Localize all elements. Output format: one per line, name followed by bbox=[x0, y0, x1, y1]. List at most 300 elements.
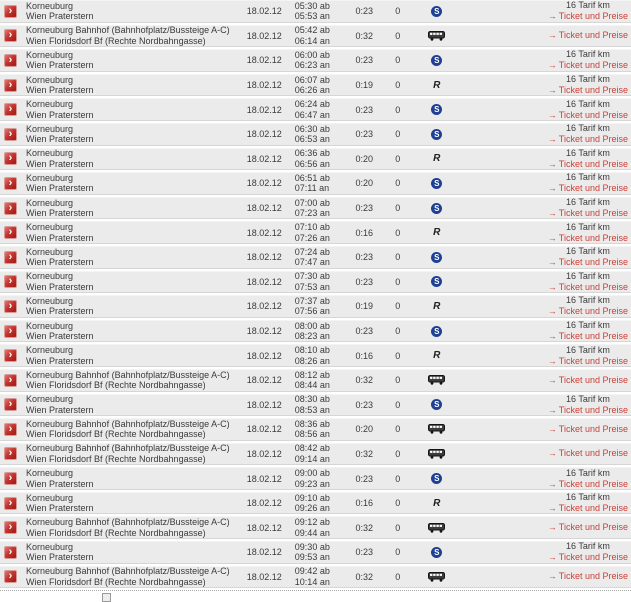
ticket-price-link[interactable] bbox=[548, 552, 628, 563]
ticket-price-link-label: Ticket und Preise bbox=[558, 208, 628, 219]
right-arrow-icon: → bbox=[547, 423, 557, 434]
travel-date: 18.02.12 bbox=[246, 571, 282, 582]
arrival-time: 06:56 an bbox=[294, 158, 330, 169]
ticket-price-link-label: Ticket und Preise bbox=[558, 30, 628, 41]
to-station: Wien Floridsdorf Bf (Rechte Nordbahngasse) bbox=[26, 35, 206, 46]
tarif-distance: 16 Tarif km bbox=[565, 541, 610, 552]
to-station: Wien Praterstern bbox=[26, 355, 94, 366]
times-cell bbox=[287, 443, 347, 464]
list-end-divider bbox=[0, 590, 631, 591]
to-station: Wien Praterstern bbox=[26, 281, 94, 292]
chevron-right-icon: › bbox=[8, 349, 13, 362]
duration: 0:19 bbox=[355, 301, 374, 312]
ticket-price-link[interactable] bbox=[548, 405, 628, 416]
right-arrow-icon: → bbox=[547, 552, 557, 563]
chevron-right-icon: › bbox=[8, 570, 13, 583]
connection-details-button[interactable] bbox=[4, 447, 17, 460]
chevron-right-icon: › bbox=[8, 53, 13, 66]
departure-time: 08:00 ab bbox=[294, 320, 330, 331]
connection-row bbox=[0, 344, 631, 367]
chevron-right-icon: › bbox=[8, 29, 13, 42]
times-cell bbox=[287, 1, 347, 22]
sbahn-icon: S bbox=[431, 6, 442, 17]
arrival-time: 08:26 an bbox=[294, 355, 330, 366]
tarif-distance: 16 Tarif km bbox=[565, 74, 610, 85]
ticket-price-link-label: Ticket und Preise bbox=[558, 60, 628, 71]
changes-count: 0 bbox=[395, 399, 401, 410]
duration: 0:23 bbox=[355, 276, 374, 287]
changes-count: 0 bbox=[395, 6, 401, 17]
transport-mode-cell bbox=[414, 350, 460, 361]
to-station: Wien Praterstern bbox=[26, 503, 94, 514]
departure-time: 06:30 ab bbox=[294, 123, 330, 134]
changes-count: 0 bbox=[395, 80, 401, 91]
tarif-distance: 16 Tarif km bbox=[565, 320, 610, 331]
connection-row bbox=[0, 123, 631, 146]
times-cell bbox=[287, 247, 347, 268]
to-station: Wien Praterstern bbox=[26, 134, 94, 145]
from-station: Korneuburg Bahnhof (Bahnhofplatz/Bussteige A-C) bbox=[26, 443, 230, 454]
transport-mode-cell bbox=[414, 449, 460, 459]
arrival-time: 07:53 an bbox=[294, 281, 330, 292]
departure-time: 08:42 ab bbox=[294, 443, 330, 454]
connection-details-button[interactable] bbox=[4, 54, 17, 67]
ticket-price-link[interactable] bbox=[548, 356, 628, 367]
connection-row bbox=[0, 74, 631, 97]
connection-details-button[interactable] bbox=[4, 79, 17, 92]
departure-time: 09:30 ab bbox=[294, 541, 330, 552]
from-station: Korneuburg bbox=[26, 345, 74, 356]
times-cell bbox=[287, 542, 347, 563]
to-station: Wien Praterstern bbox=[26, 404, 94, 415]
chevron-right-icon: › bbox=[8, 373, 13, 386]
chevron-right-icon: › bbox=[8, 324, 13, 337]
tarif-distance: 16 Tarif km bbox=[565, 221, 610, 232]
ticket-price-link-label: Ticket und Preise bbox=[558, 134, 628, 145]
from-station: Korneuburg bbox=[26, 541, 74, 552]
travel-date: 18.02.12 bbox=[246, 104, 282, 115]
times-cell bbox=[287, 124, 347, 145]
ticket-price-link[interactable] bbox=[548, 30, 628, 41]
tarif-distance: 16 Tarif km bbox=[565, 147, 610, 158]
connection-details-button[interactable] bbox=[4, 497, 17, 510]
departure-time: 09:42 ab bbox=[294, 566, 330, 577]
departure-time: 07:00 ab bbox=[294, 197, 330, 208]
ticket-price-link[interactable] bbox=[548, 11, 628, 22]
from-station: Korneuburg bbox=[26, 123, 74, 134]
transport-mode-cell bbox=[414, 252, 460, 263]
arrival-time: 07:11 an bbox=[294, 183, 330, 194]
connection-row bbox=[0, 369, 631, 392]
connection-details-button[interactable] bbox=[4, 103, 17, 116]
changes-count: 0 bbox=[395, 301, 401, 312]
arrival-time: 09:26 an bbox=[294, 503, 330, 514]
changes-count: 0 bbox=[395, 375, 401, 386]
travel-date: 18.02.12 bbox=[246, 55, 282, 66]
transport-mode-cell bbox=[414, 375, 460, 385]
to-station: Wien Praterstern bbox=[26, 85, 94, 96]
to-station: Wien Praterstern bbox=[26, 60, 94, 71]
tarif-distance: 16 Tarif km bbox=[565, 492, 610, 503]
chevron-right-icon: › bbox=[8, 127, 13, 140]
chevron-right-icon: › bbox=[8, 78, 13, 91]
transport-mode-cell bbox=[414, 547, 460, 558]
times-cell bbox=[287, 99, 347, 120]
transport-mode-cell bbox=[414, 399, 460, 410]
from-station: Korneuburg bbox=[26, 148, 74, 159]
changes-count: 0 bbox=[395, 424, 401, 435]
times-cell bbox=[287, 345, 347, 366]
times-cell bbox=[287, 493, 347, 514]
ticket-price-link[interactable] bbox=[548, 448, 628, 459]
cropped-element-fragment bbox=[102, 593, 111, 602]
connection-details-button[interactable] bbox=[4, 5, 17, 18]
connection-row bbox=[0, 221, 631, 244]
arrival-time: 07:47 an bbox=[294, 257, 330, 268]
from-station: Korneuburg bbox=[26, 492, 74, 503]
tarif-distance: 16 Tarif km bbox=[565, 295, 610, 306]
to-station: Wien Praterstern bbox=[26, 183, 94, 194]
stations-cell bbox=[26, 271, 232, 292]
ticket-price-link-label: Ticket und Preise bbox=[558, 11, 628, 22]
ticket-price-link[interactable] bbox=[548, 571, 628, 582]
from-station: Korneuburg bbox=[26, 271, 74, 282]
to-station: Wien Praterstern bbox=[26, 552, 94, 563]
tarif-distance: 16 Tarif km bbox=[565, 98, 610, 109]
stations-cell bbox=[26, 148, 232, 169]
ticket-price-link[interactable] bbox=[548, 306, 628, 317]
stations-cell bbox=[26, 345, 232, 366]
sbahn-icon: S bbox=[431, 276, 442, 287]
connection-row bbox=[0, 197, 631, 220]
connection-details-button[interactable] bbox=[4, 521, 17, 534]
arrival-time: 06:47 an bbox=[294, 109, 330, 120]
times-cell bbox=[287, 394, 347, 415]
ticket-price-link[interactable] bbox=[548, 183, 628, 194]
departure-time: 09:10 ab bbox=[294, 492, 330, 503]
sbahn-icon: S bbox=[431, 104, 442, 115]
connection-details-button[interactable] bbox=[4, 325, 17, 338]
connection-row bbox=[0, 98, 631, 121]
connection-details-button[interactable] bbox=[4, 472, 17, 485]
travel-date: 18.02.12 bbox=[246, 375, 282, 386]
ticket-price-link[interactable] bbox=[548, 375, 628, 386]
travel-date: 18.02.12 bbox=[246, 276, 282, 287]
to-station: Wien Floridsdorf Bf (Rechte Nordbahngasse) bbox=[26, 453, 206, 464]
times-cell bbox=[287, 75, 347, 96]
arrival-time: 09:23 an bbox=[294, 478, 330, 489]
stations-cell bbox=[26, 517, 232, 538]
times-cell bbox=[287, 566, 347, 587]
ticket-price-link[interactable] bbox=[548, 208, 628, 219]
times-cell bbox=[287, 370, 347, 391]
connection-details-button[interactable] bbox=[4, 128, 17, 141]
tarif-distance: 16 Tarif km bbox=[565, 246, 610, 257]
duration: 0:20 bbox=[355, 424, 374, 435]
connection-row bbox=[0, 172, 631, 195]
arrival-time: 06:26 an bbox=[294, 85, 330, 96]
stations-cell bbox=[26, 370, 232, 391]
duration: 0:23 bbox=[355, 252, 374, 263]
times-cell bbox=[287, 173, 347, 194]
connection-details-button[interactable] bbox=[4, 29, 17, 42]
travel-date: 18.02.12 bbox=[246, 547, 282, 558]
connection-row bbox=[0, 541, 631, 564]
duration: 0:23 bbox=[355, 473, 374, 484]
right-arrow-icon: → bbox=[547, 374, 557, 385]
connection-row bbox=[0, 443, 631, 466]
duration: 0:23 bbox=[355, 6, 374, 17]
right-arrow-icon: → bbox=[547, 11, 557, 22]
travel-date: 18.02.12 bbox=[246, 153, 282, 164]
transport-mode-cell bbox=[414, 523, 460, 533]
duration: 0:32 bbox=[355, 571, 374, 582]
transport-mode-cell bbox=[414, 473, 460, 484]
duration: 0:16 bbox=[355, 227, 374, 238]
duration: 0:23 bbox=[355, 129, 374, 140]
right-arrow-icon: → bbox=[547, 478, 557, 489]
from-station: Korneuburg bbox=[26, 320, 74, 331]
ticket-price-link-label: Ticket und Preise bbox=[558, 374, 628, 385]
changes-count: 0 bbox=[395, 571, 401, 582]
changes-count: 0 bbox=[395, 203, 401, 214]
travel-date: 18.02.12 bbox=[246, 498, 282, 509]
chevron-right-icon: › bbox=[8, 521, 13, 534]
sbahn-icon: S bbox=[431, 203, 442, 214]
departure-time: 07:24 ab bbox=[294, 246, 330, 257]
connection-details-button[interactable] bbox=[4, 251, 17, 264]
times-cell bbox=[287, 419, 347, 440]
arrival-time: 09:14 an bbox=[294, 453, 330, 464]
connection-row bbox=[0, 25, 631, 48]
connection-details-button[interactable] bbox=[4, 275, 17, 288]
ticket-price-link[interactable] bbox=[548, 134, 628, 145]
transport-mode-cell bbox=[414, 129, 460, 140]
sbahn-icon: S bbox=[431, 55, 442, 66]
right-arrow-icon: → bbox=[547, 208, 557, 219]
travel-date: 18.02.12 bbox=[246, 30, 282, 41]
duration: 0:23 bbox=[355, 547, 374, 558]
times-cell bbox=[287, 296, 347, 317]
times-cell bbox=[287, 321, 347, 342]
ticket-price-link[interactable] bbox=[548, 424, 628, 435]
connection-details-button[interactable] bbox=[4, 374, 17, 387]
changes-count: 0 bbox=[395, 276, 401, 287]
tarif-distance: 16 Tarif km bbox=[565, 49, 610, 60]
transport-mode-cell bbox=[414, 301, 460, 312]
arrival-time: 08:23 an bbox=[294, 331, 330, 342]
stations-cell bbox=[26, 443, 232, 464]
stations-cell bbox=[26, 222, 232, 243]
connection-details-button[interactable] bbox=[4, 202, 17, 215]
connection-details-button[interactable] bbox=[4, 152, 17, 165]
departure-time: 06:24 ab bbox=[294, 99, 330, 110]
arrival-time: 10:14 an bbox=[294, 576, 330, 587]
from-station: Korneuburg bbox=[26, 99, 74, 110]
connection-details-button[interactable] bbox=[4, 300, 17, 313]
departure-time: 06:00 ab bbox=[294, 49, 330, 60]
travel-date: 18.02.12 bbox=[246, 252, 282, 263]
departure-time: 06:51 ab bbox=[294, 172, 330, 183]
travel-date: 18.02.12 bbox=[246, 399, 282, 410]
ticket-price-link[interactable] bbox=[548, 85, 628, 96]
connection-details-button[interactable] bbox=[4, 226, 17, 239]
times-cell bbox=[287, 517, 347, 538]
departure-time: 07:10 ab bbox=[294, 222, 330, 233]
connection-details-button[interactable] bbox=[4, 570, 17, 583]
arrival-time: 06:14 an bbox=[294, 35, 330, 46]
departure-time: 08:12 ab bbox=[294, 369, 330, 380]
to-station: Wien Praterstern bbox=[26, 478, 94, 489]
regional-train-icon: R bbox=[433, 350, 441, 362]
travel-date: 18.02.12 bbox=[246, 424, 282, 435]
duration: 0:16 bbox=[355, 350, 374, 361]
tarif-distance: 16 Tarif km bbox=[565, 172, 610, 183]
ticket-price-link-label: Ticket und Preise bbox=[558, 423, 628, 434]
stations-cell bbox=[26, 419, 232, 440]
connection-details-button[interactable] bbox=[4, 546, 17, 559]
transport-mode-cell bbox=[414, 55, 460, 66]
ticket-price-link[interactable] bbox=[548, 503, 628, 514]
duration: 0:20 bbox=[355, 178, 374, 189]
sbahn-icon: S bbox=[431, 178, 442, 189]
changes-count: 0 bbox=[395, 104, 401, 115]
right-arrow-icon: → bbox=[547, 503, 557, 514]
connection-details-button[interactable] bbox=[4, 349, 17, 362]
from-station: Korneuburg Bahnhof (Bahnhofplatz/Bussteige A-C) bbox=[26, 517, 230, 528]
chevron-right-icon: › bbox=[8, 447, 13, 460]
arrival-time: 05:53 an bbox=[294, 11, 330, 22]
departure-time: 07:30 ab bbox=[294, 271, 330, 282]
to-station: Wien Praterstern bbox=[26, 208, 94, 219]
from-station: Korneuburg Bahnhof (Bahnhofplatz/Bussteige A-C) bbox=[26, 369, 230, 380]
travel-date: 18.02.12 bbox=[246, 6, 282, 17]
changes-count: 0 bbox=[395, 227, 401, 238]
arrival-time: 07:26 an bbox=[294, 232, 330, 243]
travel-date: 18.02.12 bbox=[246, 448, 282, 459]
departure-time: 08:36 ab bbox=[294, 418, 330, 429]
connection-details-button[interactable] bbox=[4, 423, 17, 436]
connection-row bbox=[0, 394, 631, 417]
right-arrow-icon: → bbox=[547, 257, 557, 268]
changes-count: 0 bbox=[395, 498, 401, 509]
chevron-right-icon: › bbox=[8, 250, 13, 263]
connection-row bbox=[0, 516, 631, 539]
stations-cell bbox=[26, 25, 232, 46]
to-station: Wien Praterstern bbox=[26, 306, 94, 317]
changes-count: 0 bbox=[395, 473, 401, 484]
ticket-price-link-label: Ticket und Preise bbox=[558, 158, 628, 169]
bus-icon bbox=[428, 572, 445, 582]
ticket-price-link[interactable] bbox=[548, 257, 628, 268]
from-station: Korneuburg Bahnhof (Bahnhofplatz/Bussteige A-C) bbox=[26, 418, 230, 429]
ticket-price-link[interactable] bbox=[548, 331, 628, 342]
right-arrow-icon: → bbox=[547, 522, 557, 533]
from-station: Korneuburg Bahnhof (Bahnhofplatz/Bussteige A-C) bbox=[26, 566, 230, 577]
from-station: Korneuburg bbox=[26, 295, 74, 306]
connection-row bbox=[0, 0, 631, 23]
duration: 0:23 bbox=[355, 55, 374, 66]
stations-cell bbox=[26, 75, 232, 96]
chevron-right-icon: › bbox=[8, 545, 13, 558]
from-station: Korneuburg bbox=[26, 246, 74, 257]
changes-count: 0 bbox=[395, 252, 401, 263]
right-arrow-icon: → bbox=[547, 158, 557, 169]
duration: 0:32 bbox=[355, 375, 374, 386]
travel-date: 18.02.12 bbox=[246, 178, 282, 189]
regional-train-icon: R bbox=[433, 227, 441, 239]
ticket-price-link[interactable] bbox=[548, 60, 628, 71]
stations-cell bbox=[26, 493, 232, 514]
travel-date: 18.02.12 bbox=[246, 522, 282, 533]
connection-row bbox=[0, 246, 631, 269]
tarif-distance: 16 Tarif km bbox=[565, 467, 610, 478]
right-arrow-icon: → bbox=[547, 232, 557, 243]
travel-date: 18.02.12 bbox=[246, 80, 282, 91]
ticket-price-link-label: Ticket und Preise bbox=[558, 552, 628, 563]
ticket-price-link-label: Ticket und Preise bbox=[558, 571, 628, 582]
ticket-price-link[interactable] bbox=[548, 110, 628, 121]
from-station: Korneuburg bbox=[26, 74, 74, 85]
right-arrow-icon: → bbox=[547, 281, 557, 292]
stations-cell bbox=[26, 321, 232, 342]
to-station: Wien Floridsdorf Bf (Rechte Nordbahngasse) bbox=[26, 576, 206, 587]
departure-time: 08:30 ab bbox=[294, 394, 330, 405]
times-cell bbox=[287, 198, 347, 219]
ticket-price-link-label: Ticket und Preise bbox=[558, 478, 628, 489]
regional-train-icon: R bbox=[433, 497, 441, 509]
connection-details-button[interactable] bbox=[4, 398, 17, 411]
bus-icon bbox=[428, 523, 445, 533]
ticket-price-link[interactable] bbox=[548, 282, 628, 293]
travel-date: 18.02.12 bbox=[246, 350, 282, 361]
right-arrow-icon: → bbox=[547, 355, 557, 366]
to-station: Wien Praterstern bbox=[26, 331, 94, 342]
transport-mode-cell bbox=[414, 6, 460, 17]
tarif-distance: 16 Tarif km bbox=[565, 0, 610, 11]
tarif-distance: 16 Tarif km bbox=[565, 393, 610, 404]
departure-time: 07:37 ab bbox=[294, 295, 330, 306]
duration: 0:23 bbox=[355, 326, 374, 337]
ticket-price-link[interactable] bbox=[548, 522, 628, 533]
right-arrow-icon: → bbox=[547, 306, 557, 317]
travel-date: 18.02.12 bbox=[246, 129, 282, 140]
connection-details-button[interactable] bbox=[4, 177, 17, 190]
ticket-price-link-label: Ticket und Preise bbox=[558, 503, 628, 514]
transport-mode-cell bbox=[414, 326, 460, 337]
stations-cell bbox=[26, 124, 232, 145]
sbahn-icon: S bbox=[431, 473, 442, 484]
departure-time: 09:00 ab bbox=[294, 468, 330, 479]
chevron-right-icon: › bbox=[8, 422, 13, 435]
regional-train-icon: R bbox=[433, 300, 441, 312]
arrival-time: 08:56 an bbox=[294, 429, 330, 440]
transport-mode-cell bbox=[414, 178, 460, 189]
bus-icon bbox=[428, 424, 445, 434]
ticket-price-link[interactable] bbox=[548, 159, 628, 170]
ticket-price-link[interactable] bbox=[548, 233, 628, 244]
ticket-price-link-label: Ticket und Preise bbox=[558, 232, 628, 243]
times-cell bbox=[287, 271, 347, 292]
duration: 0:23 bbox=[355, 203, 374, 214]
changes-count: 0 bbox=[395, 448, 401, 459]
ticket-price-link[interactable] bbox=[548, 479, 628, 490]
ticket-price-link-label: Ticket und Preise bbox=[558, 183, 628, 194]
ticket-price-link-label: Ticket und Preise bbox=[558, 522, 628, 533]
to-station: Wien Praterstern bbox=[26, 158, 94, 169]
connection-row bbox=[0, 492, 631, 515]
changes-count: 0 bbox=[395, 55, 401, 66]
